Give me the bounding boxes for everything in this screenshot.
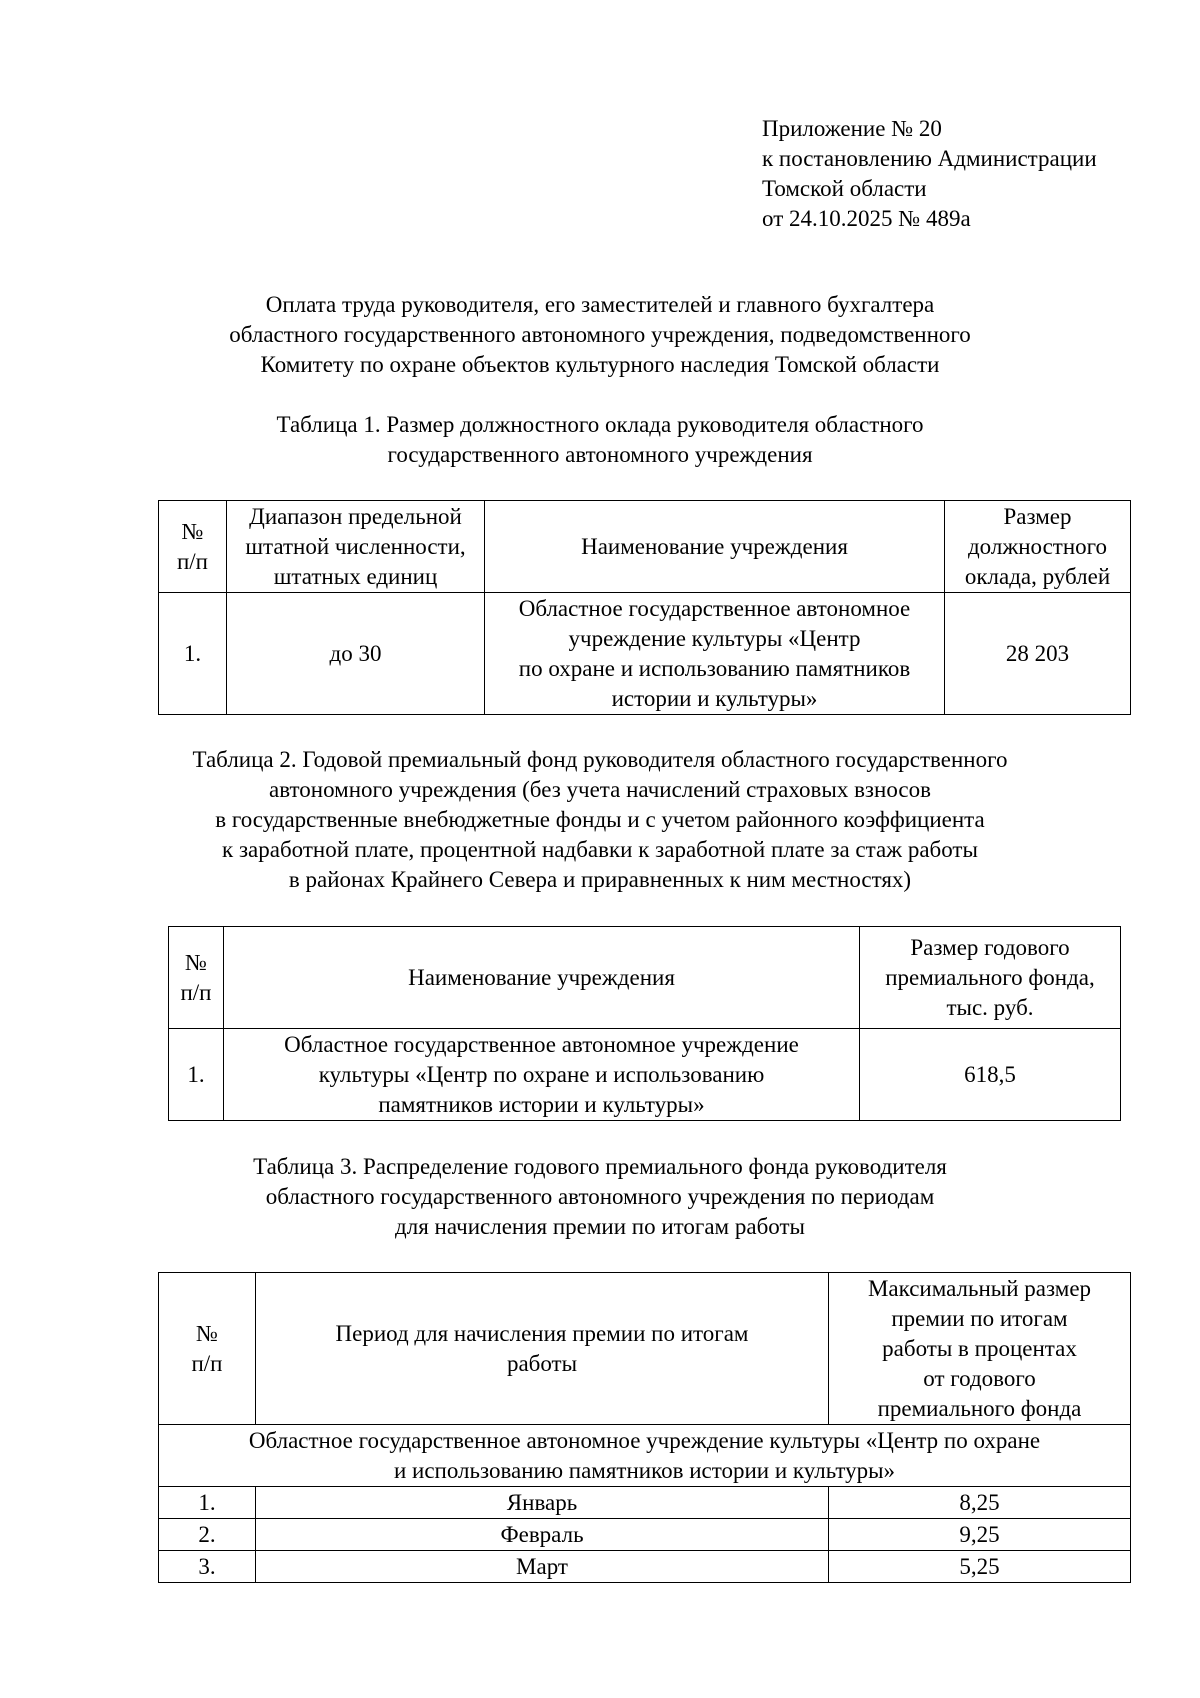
title-line: Комитету по охране объектов культурного наследия Томской области	[260, 352, 940, 377]
title-line: областного государственного автономного учреждения, подведомственного	[229, 322, 971, 347]
table2-caption: Таблица 2. Годовой премиальный фонд руководителя областного государственного автономного учреждения (без учета начислений страховых взносов в государственные внебюджетные фонды и с учетом районного коэффициента к заработной плате, процентной надбавки к заработной плате за стаж работы в районах Крайнего Севера и приравненных к ним местностях)	[192, 747, 1008, 892]
cell-num: 1.	[169, 1029, 224, 1121]
appendix-block	[762, 114, 1097, 234]
table-header-row	[169, 927, 1121, 1029]
title-line: Оплата труда руководителя, его заместителей и главного бухгалтера	[265, 292, 935, 317]
header-num: № п/п	[159, 1273, 256, 1425]
header-fund: Размер годового премиального фонда, тыс. руб.	[860, 927, 1121, 1029]
table-header-row	[159, 1273, 1131, 1425]
cell-fund: 618,5	[860, 1029, 1121, 1121]
cell-period: Январь	[256, 1487, 829, 1519]
header-num: № п/п	[169, 927, 224, 1029]
appendix-line: от 24.10.2025 № 489а	[762, 206, 971, 231]
table3	[158, 1272, 1131, 1583]
cell-max: 8,25	[829, 1487, 1131, 1519]
appendix-line: Приложение № 20	[762, 116, 942, 141]
table-row	[159, 1551, 1131, 1583]
header-salary: Размер должностного оклада, рублей	[945, 501, 1131, 593]
table1	[158, 500, 1131, 715]
table-row	[159, 1487, 1131, 1519]
document-title	[0, 290, 1200, 380]
cell-max: 5,25	[829, 1551, 1131, 1583]
table3-caption: Таблица 3. Распределение годового премиального фонда руководителя областного государственного автономного учреждения по периодам для начисления премии по итогам работы	[253, 1154, 947, 1239]
cell-period: Март	[256, 1551, 829, 1583]
cell-num: 2.	[159, 1519, 256, 1551]
table-row	[159, 593, 1131, 715]
table-row	[159, 1519, 1131, 1551]
table1-caption: Таблица 1. Размер должностного оклада руководителя областного государственного автономного учреждения	[276, 412, 924, 467]
cell-range: до 30	[227, 593, 485, 715]
table-header-row	[159, 501, 1131, 593]
cell-num: 1.	[159, 593, 227, 715]
cell-num: 3.	[159, 1551, 256, 1583]
table-row	[169, 1029, 1121, 1121]
cell-period: Февраль	[256, 1519, 829, 1551]
table-group-row	[159, 1425, 1131, 1487]
header-name: Наименование учреждения	[485, 501, 945, 593]
table2	[168, 926, 1121, 1121]
cell-num: 1.	[159, 1487, 256, 1519]
cell-max: 9,25	[829, 1519, 1131, 1551]
header-max: Максимальный размер премии по итогам работы в процентах от годового премиального фонда	[829, 1273, 1131, 1425]
header-period: Период для начисления премии по итогам работы	[256, 1273, 829, 1425]
header-name: Наименование учреждения	[224, 927, 860, 1029]
appendix-line: к постановлению Администрации	[762, 146, 1097, 171]
header-num: № п/п	[159, 501, 227, 593]
header-range: Диапазон предельной штатной численности, штатных единиц	[227, 501, 485, 593]
cell-name: Областное государственное автономное учреждение культуры «Центр по охране и использованию памятников истории и культуры»	[224, 1029, 860, 1121]
appendix-line: Томской области	[762, 176, 927, 201]
cell-name: Областное государственное автономное учреждение культуры «Центр по охране и использованию памятников истории и культуры»	[485, 593, 945, 715]
cell-salary: 28 203	[945, 593, 1131, 715]
group-cell: Областное государственное автономное учреждение культуры «Центр по охране и использованию памятников истории и культуры»	[159, 1425, 1131, 1487]
